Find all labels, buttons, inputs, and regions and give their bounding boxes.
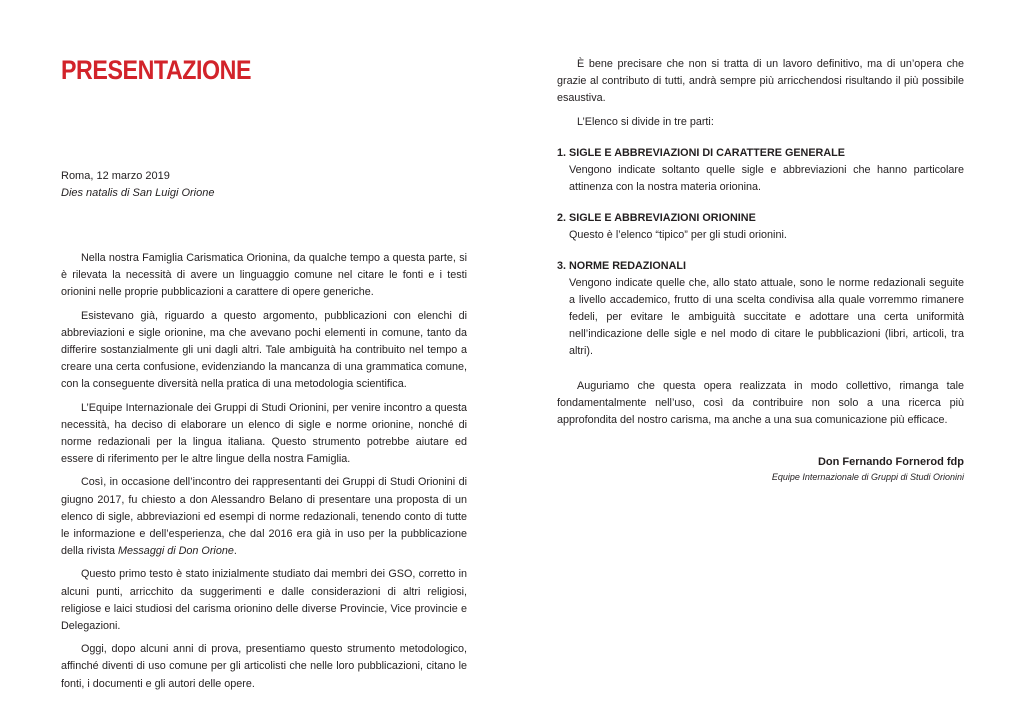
paragraph: L’Elenco si divide in tre parti: xyxy=(577,115,714,128)
section-heading: 2. SIGLE E ABBREVIAZIONI ORIONINE xyxy=(557,211,756,224)
signature-name: Don Fernando Fornerod fdp xyxy=(817,456,964,468)
section-heading: 1. SIGLE E ABBREVIAZIONI DI CARATTERE GENERALE xyxy=(557,146,845,159)
paragraph: Questo primo testo è stato inizialmente studiato dai membri dei GSO, corretto in alcuni punti, arricchito da suggerimenti e dalle considerazioni di altri religiosi, religiose e laici studiosi del carisma orionino delle diverse Provincie, Vice provincie e Delegazioni. xyxy=(61,568,467,633)
signature-block xyxy=(772,454,964,484)
paragraph: Oggi, dopo alcuni anni di prova, presentiamo questo strumento metodologico, affinché diventi di uso comune per gli articolisti che nelle loro pubblicazioni, citano le fonti, i documenti e gli autori delle opere. xyxy=(61,643,467,690)
magazine-title: Messaggi di Don Orione xyxy=(118,545,234,558)
right-body xyxy=(557,56,964,435)
section-heading: 3. NORME REDAZIONALI xyxy=(557,259,686,272)
section-1 xyxy=(557,145,964,196)
paragraph: Nella nostra Famiglia Carismatica Orionina, da qualche tempo a questa parte, si è rilevata la necessità di avere un linguaggio comune nel citare le fonti e i testi orionini nelle proprie pubblicazioni a carattere di opere generiche. xyxy=(61,252,467,299)
paragraph-end: . xyxy=(233,545,237,558)
occasion: Dies natalis di San Luigi Orione xyxy=(61,187,215,199)
section-text: Vengono indicate soltanto quelle sigle e abbreviazioni che hanno particolare attinenza con la nostra materia orionina. xyxy=(569,163,964,193)
section-text: Questo è l’elenco “tipico” per gli studi orionini. xyxy=(569,228,787,241)
paragraph: Esistevano già, riguardo a questo argomento, pubblicazioni con elenchi di abbreviazioni e sigle orionine, ma che avevano pochi elementi in comune, tanto da differire sostanzialmente gli uni dagli altri. Tale ambiguità ha contribuito nel tempo a creare una certa confusione, evidenziando la mancanza di una grammatica comune, con la conseguente diversità nella pratica di una metodologia scientifica. xyxy=(61,309,467,391)
paragraph xyxy=(61,474,467,560)
place-date: Roma, 12 marzo 2019 xyxy=(61,170,170,182)
paragraph: È bene precisare che non si tratta di un lavoro definitivo, ma di un’opera che grazie al contributo di tutti, andrà sempre più arricchendosi risultando il più possibile esaustiva. xyxy=(557,58,964,105)
section-text: Vengono indicate quelle che, allo stato attuale, sono le norme redazionali seguite a livello accademico, frutto di una scelta condivisa alla quale vorremmo rimanere fedeli, per evitare le ambiguità succitate e adottare una certa uniformità nell’indicazione delle sigle e nel modo di citare le pubblicazioni (libri, articoli, tra altri). xyxy=(569,276,964,357)
signature-role: Equipe Internazionale di Gruppi di Studi Orionini xyxy=(771,472,964,482)
page-title: PRESENTAZIONE xyxy=(61,55,252,85)
left-body xyxy=(61,250,467,699)
closing-paragraph: Auguriamo che questa opera realizzata in modo collettivo, rimanga tale fondamentalmente nell’uso, così da contribuire non solo a una ricerca più approfondita del nostro carisma, ma anche a una sua comunicazione più efficace. xyxy=(557,379,964,427)
paragraph-text: Così, in occasione dell’incontro dei rappresentanti dei Gruppi di Studi Orionini di giugno 2017, fu chiesto a don Alessandro Belano di presentare una proposta di un elenco di sigle, abbreviazioni ed esempi di norme redazionali, tenendo conto di tutte le informazione e dell’esperienza, che dal 2016 era già in uso per la pubblicazione della rivista xyxy=(61,476,467,558)
place-date-block xyxy=(61,168,214,202)
paragraph: L’Equipe Internazionale dei Gruppi di Studi Orionini, per venire incontro a questa necessità, ha deciso di elaborare un elenco di sigle e norme orionine, nonché di norme redazionali per la lingua italiana. Questo strumento potrebbe aiutare ed essere di riferimento per le altre lingue della nostra Famiglia. xyxy=(61,401,467,466)
section-3 xyxy=(557,258,964,360)
section-2 xyxy=(557,210,964,244)
